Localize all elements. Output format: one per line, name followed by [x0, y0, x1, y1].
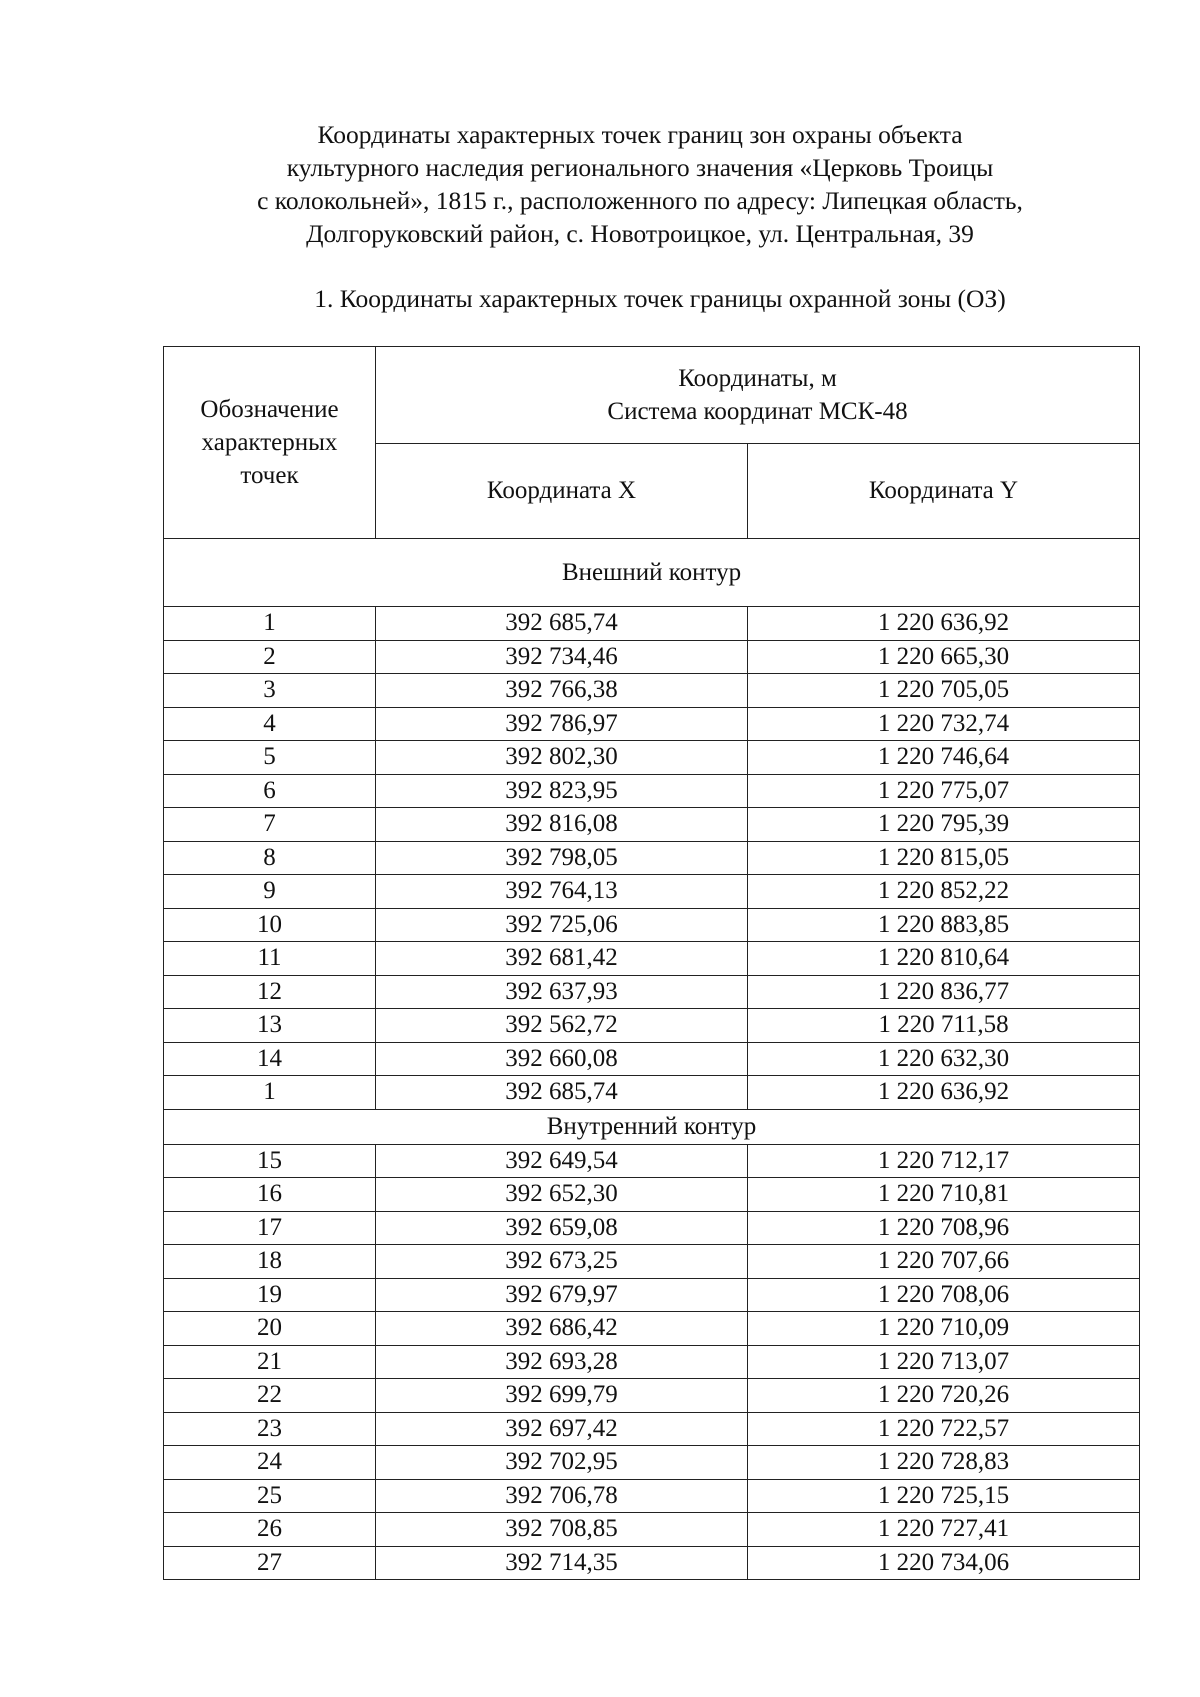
x-cell: 392 685,74: [376, 1076, 748, 1110]
x-cell: 392 659,08: [376, 1211, 748, 1245]
table-row: [164, 1513, 1140, 1547]
x-cell: 392 706,78: [376, 1479, 748, 1513]
x-cell: 392 673,25: [376, 1245, 748, 1279]
table-row: [164, 875, 1140, 909]
coordinates-table: [163, 346, 1140, 1580]
y-cell: 1 220 728,83: [748, 1446, 1140, 1480]
table-row: [164, 707, 1140, 741]
point-cell: 18: [164, 1245, 376, 1279]
table-row: [164, 1412, 1140, 1446]
x-cell: 392 685,74: [376, 607, 748, 641]
header-col-x: Координата X: [376, 444, 748, 539]
table-row: [164, 1546, 1140, 1580]
point-cell: 13: [164, 1009, 376, 1043]
x-cell: 392 649,54: [376, 1144, 748, 1178]
title-line: культурного наследия регионального значения «Церковь Троицы: [286, 153, 994, 182]
x-cell: 392 734,46: [376, 640, 748, 674]
point-cell: 17: [164, 1211, 376, 1245]
point-cell: 9: [164, 875, 376, 909]
y-cell: 1 220 852,22: [748, 875, 1140, 909]
table-body: [164, 539, 1140, 1580]
x-cell: 392 679,97: [376, 1278, 748, 1312]
x-cell: 392 702,95: [376, 1446, 748, 1480]
point-cell: 23: [164, 1412, 376, 1446]
point-cell: 11: [164, 942, 376, 976]
header-col-y: Координата Y: [748, 444, 1140, 539]
y-cell: 1 220 636,92: [748, 607, 1140, 641]
y-cell: 1 220 712,17: [748, 1144, 1140, 1178]
x-cell: 392 660,08: [376, 1042, 748, 1076]
table-row: [164, 908, 1140, 942]
y-cell: 1 220 722,57: [748, 1412, 1140, 1446]
point-cell: 21: [164, 1345, 376, 1379]
x-cell: 392 786,97: [376, 707, 748, 741]
header-label-line: Обозначение: [200, 396, 339, 423]
y-cell: 1 220 795,39: [748, 808, 1140, 842]
table-row: [164, 1211, 1140, 1245]
point-cell: 26: [164, 1513, 376, 1547]
point-cell: 22: [164, 1379, 376, 1413]
table-row: [164, 942, 1140, 976]
y-cell: 1 220 711,58: [748, 1009, 1140, 1043]
group-title: Внутренний контур: [164, 1109, 1140, 1144]
table-row: [164, 975, 1140, 1009]
x-cell: 392 708,85: [376, 1513, 748, 1547]
table-row: [164, 808, 1140, 842]
x-cell: 392 802,30: [376, 741, 748, 775]
point-cell: 19: [164, 1278, 376, 1312]
point-cell: 6: [164, 774, 376, 808]
x-cell: 392 693,28: [376, 1345, 748, 1379]
point-cell: 27: [164, 1546, 376, 1580]
title-line: Координаты характерных точек границ зон охраны объекта: [317, 120, 963, 149]
x-cell: 392 714,35: [376, 1546, 748, 1580]
y-cell: 1 220 883,85: [748, 908, 1140, 942]
point-cell: 24: [164, 1446, 376, 1480]
x-cell: 392 764,13: [376, 875, 748, 909]
table-row: [164, 1245, 1140, 1279]
header-label-line: точек: [240, 462, 299, 489]
y-cell: 1 220 732,74: [748, 707, 1140, 741]
table-row: [164, 674, 1140, 708]
group-row: [164, 539, 1140, 607]
table-row: [164, 1379, 1140, 1413]
header-coordinate-system: [376, 347, 1140, 444]
group-title: Внешний контур: [164, 539, 1140, 607]
x-cell: 392 697,42: [376, 1412, 748, 1446]
table-row: [164, 741, 1140, 775]
x-cell: 392 652,30: [376, 1178, 748, 1212]
y-cell: 1 220 734,06: [748, 1546, 1140, 1580]
y-cell: 1 220 707,66: [748, 1245, 1140, 1279]
point-cell: 12: [164, 975, 376, 1009]
y-cell: 1 220 775,07: [748, 774, 1140, 808]
point-cell: 10: [164, 908, 376, 942]
point-cell: 15: [164, 1144, 376, 1178]
title-line: с колокольней», 1815 г., расположенного по адресу: Липецкая область,: [257, 186, 1023, 215]
y-cell: 1 220 708,96: [748, 1211, 1140, 1245]
table-row: [164, 1178, 1140, 1212]
x-cell: 392 823,95: [376, 774, 748, 808]
table-row: [164, 1278, 1140, 1312]
x-cell: 392 699,79: [376, 1379, 748, 1413]
y-cell: 1 220 720,26: [748, 1379, 1140, 1413]
point-cell: 1: [164, 607, 376, 641]
y-cell: 1 220 746,64: [748, 741, 1140, 775]
point-cell: 1: [164, 1076, 376, 1110]
header-coords-line: Координаты, м: [678, 365, 837, 392]
table-row: [164, 1345, 1140, 1379]
table-row: [164, 1009, 1140, 1043]
x-cell: 392 562,72: [376, 1009, 748, 1043]
header-point-label: [164, 347, 376, 539]
table-row: [164, 607, 1140, 641]
y-cell: 1 220 810,64: [748, 942, 1140, 976]
x-cell: 392 725,06: [376, 908, 748, 942]
point-cell: 7: [164, 808, 376, 842]
header-coords-line: Система координат МСК-48: [607, 398, 908, 425]
y-cell: 1 220 705,05: [748, 674, 1140, 708]
point-cell: 4: [164, 707, 376, 741]
group-row: [164, 1109, 1140, 1144]
table-row: [164, 774, 1140, 808]
table-row: [164, 841, 1140, 875]
y-cell: 1 220 665,30: [748, 640, 1140, 674]
point-cell: 8: [164, 841, 376, 875]
table-row: [164, 1446, 1140, 1480]
point-cell: 20: [164, 1312, 376, 1346]
table-row: [164, 1144, 1140, 1178]
y-cell: 1 220 708,06: [748, 1278, 1140, 1312]
point-cell: 16: [164, 1178, 376, 1212]
point-cell: 5: [164, 741, 376, 775]
table-row: [164, 1076, 1140, 1110]
x-cell: 392 637,93: [376, 975, 748, 1009]
x-cell: 392 686,42: [376, 1312, 748, 1346]
table-row: [164, 1479, 1140, 1513]
title-line: Долгоруковский район, с. Новотроицкое, ул. Центральная, 39: [306, 219, 974, 248]
y-cell: 1 220 727,41: [748, 1513, 1140, 1547]
y-cell: 1 220 815,05: [748, 841, 1140, 875]
point-cell: 2: [164, 640, 376, 674]
table-row: [164, 1312, 1140, 1346]
y-cell: 1 220 710,81: [748, 1178, 1140, 1212]
x-cell: 392 798,05: [376, 841, 748, 875]
x-cell: 392 766,38: [376, 674, 748, 708]
point-cell: 14: [164, 1042, 376, 1076]
table-row: [164, 1042, 1140, 1076]
x-cell: 392 681,42: [376, 942, 748, 976]
y-cell: 1 220 713,07: [748, 1345, 1140, 1379]
point-cell: 3: [164, 674, 376, 708]
y-cell: 1 220 725,15: [748, 1479, 1140, 1513]
y-cell: 1 220 636,92: [748, 1076, 1140, 1110]
y-cell: 1 220 836,77: [748, 975, 1140, 1009]
section-heading: 1. Координаты характерных точек границы охранной зоны (ОЗ): [314, 284, 1006, 313]
point-cell: 25: [164, 1479, 376, 1513]
document-title: [160, 118, 1120, 250]
y-cell: 1 220 710,09: [748, 1312, 1140, 1346]
table-row: [164, 640, 1140, 674]
header-label-line: характерных: [201, 429, 338, 456]
x-cell: 392 816,08: [376, 808, 748, 842]
y-cell: 1 220 632,30: [748, 1042, 1140, 1076]
